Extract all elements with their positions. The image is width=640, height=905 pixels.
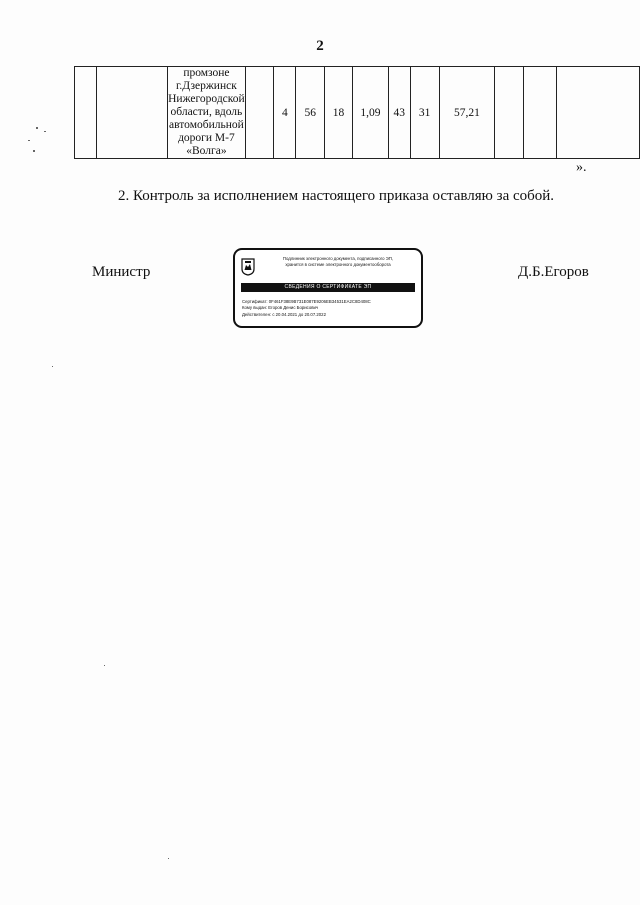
stamp-header xyxy=(259,256,417,267)
coat-of-arms-icon xyxy=(241,258,255,276)
table-cell: 4 xyxy=(274,67,296,159)
scan-speck xyxy=(36,127,38,129)
table-cell: 43 xyxy=(388,67,410,159)
table-cell: 57,21 xyxy=(439,67,495,159)
scan-speck xyxy=(44,131,46,132)
scan-speck xyxy=(104,665,105,666)
location-line: автомобильной xyxy=(169,119,244,131)
table-cell xyxy=(96,67,167,159)
location-line: Нижегородской xyxy=(168,93,245,105)
certificate-validity: Действителен: с 20.04.2021 до 20.07.2022 xyxy=(242,311,326,317)
electronic-signature-stamp xyxy=(233,248,423,328)
location-line: промзоне xyxy=(183,67,230,79)
certificate-number: Сертификат: 0F461F38E9B731E087E9206EB34531EA2C8D408C xyxy=(242,299,371,304)
scan-speck xyxy=(28,140,30,141)
scan-speck xyxy=(33,150,35,152)
stamp-details xyxy=(242,299,371,318)
location-cell xyxy=(168,67,246,159)
page-number: 2 xyxy=(316,38,324,54)
table-cell xyxy=(495,67,524,159)
signature-name: Д.Б.Егоров xyxy=(518,264,589,280)
location-line: г.Дзержинск xyxy=(176,80,237,92)
table-cell: 18 xyxy=(325,67,353,159)
stamp-header-line: хранится в системе электронного документооборота xyxy=(285,261,391,267)
table-cell: 31 xyxy=(410,67,439,159)
table-cell: 56 xyxy=(296,67,325,159)
closing-quote: ». xyxy=(576,160,587,175)
scan-speck xyxy=(168,858,169,859)
location-line: дороги М-7 xyxy=(178,132,235,144)
table-cell xyxy=(245,67,274,159)
scan-speck xyxy=(52,366,53,367)
signature-title: Министр xyxy=(92,264,151,280)
table-cell xyxy=(75,67,97,159)
table-row xyxy=(75,67,640,159)
location-line: «Волга» xyxy=(186,145,227,157)
table-cell: 1,09 xyxy=(352,67,388,159)
control-paragraph: 2. Контроль за исполнением настоящего приказа оставляю за собой. xyxy=(117,188,555,204)
table-cell xyxy=(556,67,639,159)
location-line: области, вдоль xyxy=(170,106,243,118)
stamp-header-line: Подлинник электронного документа, подписанного ЭП, xyxy=(282,256,394,261)
table-cell xyxy=(524,67,557,159)
stamp-banner: СВЕДЕНИЯ О СЕРТИФИКАТЕ ЭП xyxy=(241,283,415,292)
certificate-owner: Кому выдан: Егоров Денис Борисович xyxy=(242,305,319,311)
data-table xyxy=(74,66,640,159)
